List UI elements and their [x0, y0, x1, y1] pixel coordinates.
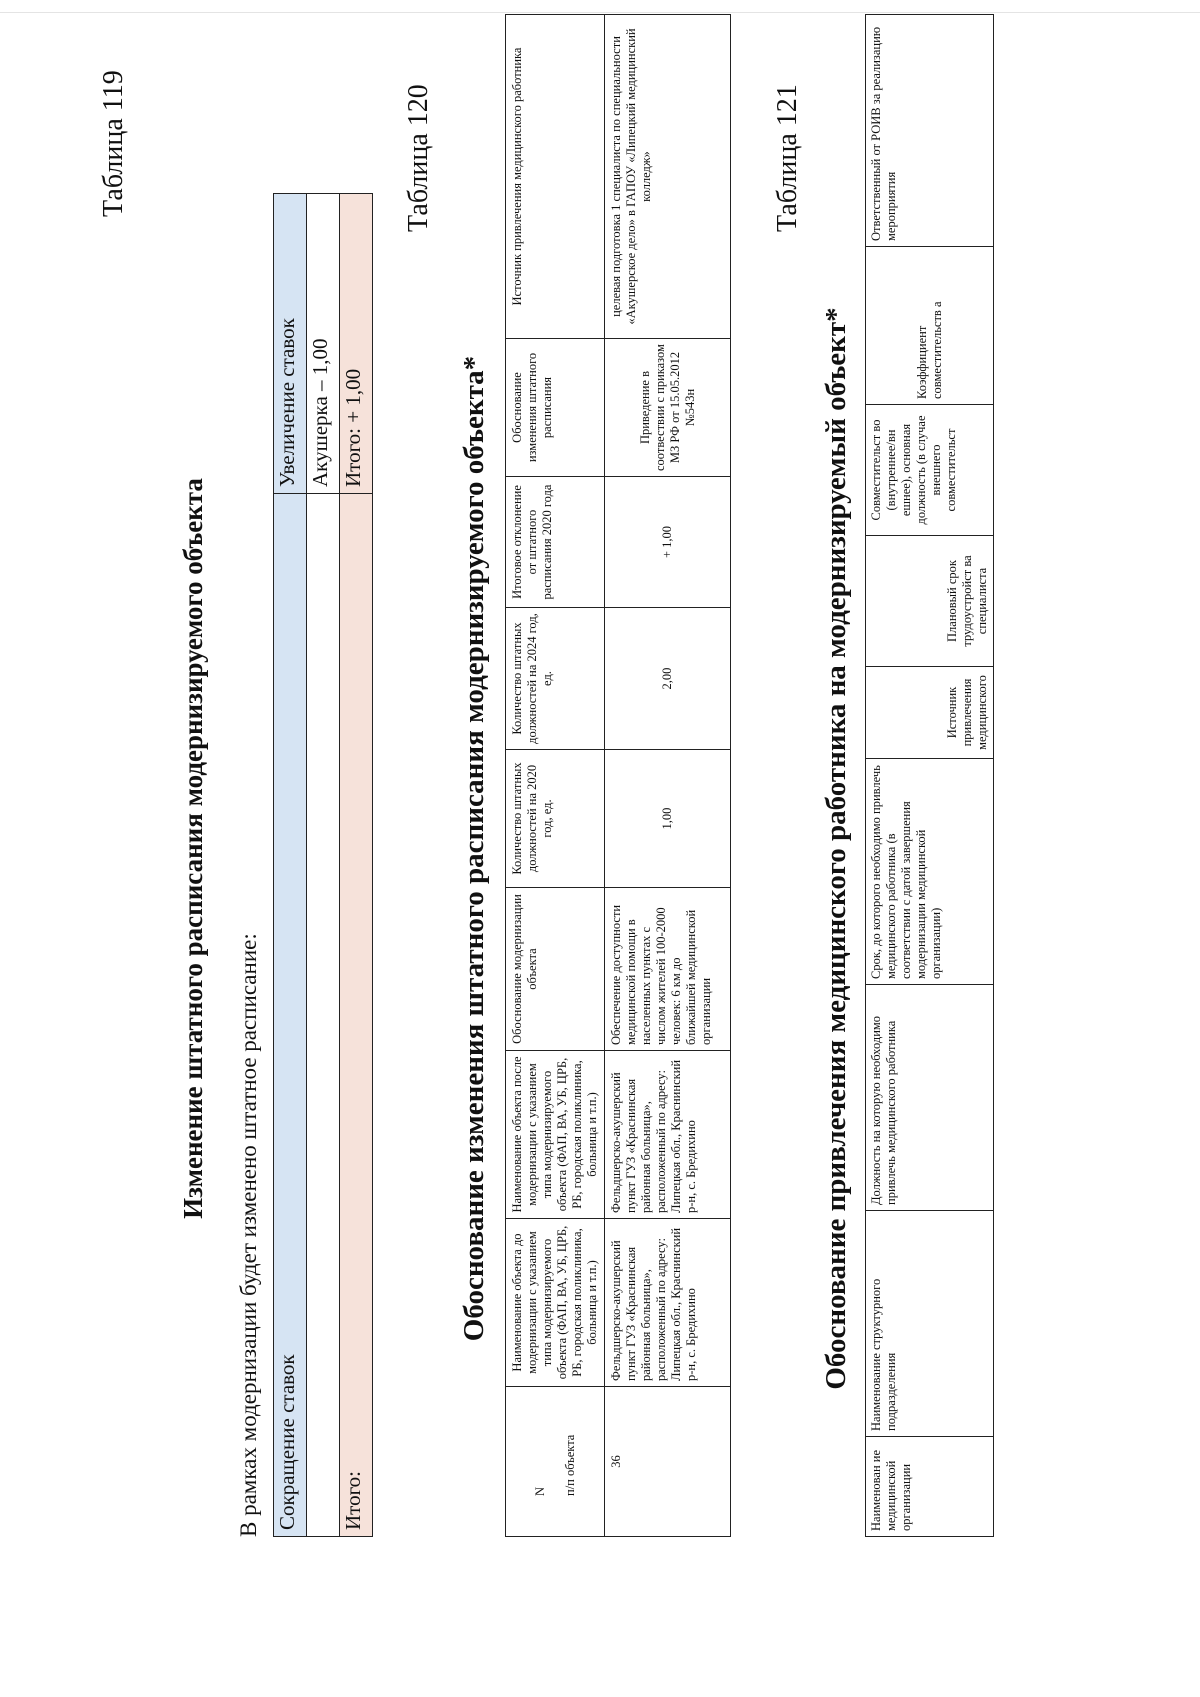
table-121-title: Обоснование привлечения медицинского работника на модернизируемый объект* [820, 307, 852, 1390]
cell-deviation: + 1,00 [605, 477, 731, 608]
staffing-justification-table [505, 14, 731, 1537]
table-119-title: Изменение штатного расписания модернизируемого объекта [178, 478, 208, 1219]
reduce-cell [307, 494, 340, 1537]
header-object-number: N п/п объекта [506, 1387, 605, 1537]
header-positions-2024: Количество штатных должностей на 2024 год, ед. [506, 608, 605, 750]
table-119-intro: В рамках модернизации будет изменено штатное расписание: [236, 933, 261, 1537]
header-attraction-source: Источник привлечения медицинского [866, 667, 994, 759]
header-object-after: Наименование объекта после модернизации с указанием типа модернизируемого объекта (ФАП, ВА, УБ, ЦРБ, РБ, городская поликлиника, больница и т.п.) [506, 1051, 605, 1219]
cell-positions-2020: 1,00 [605, 750, 731, 888]
header-organization-name: Наименован ие медицинской организации [866, 1437, 994, 1537]
header-positions-2020: Количество штатных должностей на 2020 год, ед. [506, 750, 605, 888]
reduce-total: Итого: [340, 494, 373, 1537]
cell-object-after: Фельдшерско-акушерский пункт ГУЗ «Краснинская районная больница», расположенный по адресу: Липецкая обл., Краснинский р-н, с. Бредихино [605, 1051, 731, 1219]
header-part-time: Совместительст во (внутреннее/вн ешнее), основная должность (в случае внешнего совместительст [866, 405, 994, 536]
table-120-label: Таблица 120 [403, 84, 434, 232]
cell-change-reason: Приведение в соотвествии с приказом МЗ РФ от 15.05.2012 №543н [605, 339, 731, 477]
header-responsible-roiv: Ответственный от РОИВ за реализацию мероприятия [866, 15, 994, 247]
header-deadline: Срок, до которого необходимо привлечь медицинского работника (в соответствии с датой завершения модернизации медицинской организации) [866, 759, 994, 985]
header-subdivision-name: Наименование структурного подразделения [866, 1211, 994, 1437]
header-planned-employment: Плановый срок трудоустройст ва специалиста [866, 536, 994, 667]
header-deviation: Итоговое отклонение от штатного расписания 2020 года [506, 477, 605, 608]
header-object-before: Наименование объекта до модернизации с указанием типа модернизируемого объекта (ФАП, ВА, УБ, ЦРБ, РБ, городская поликлиника, больница и т.п.) [506, 1219, 605, 1387]
reduce-header: Сокращение ставок [274, 494, 307, 1537]
header-modernization-reason: Обоснование модернизации объекта [506, 888, 605, 1051]
cell-worker-source: целевая подготовка 1 специалиста по специальности «Акушерское дело» в ГАПОУ «Липецкий медицинский колледж» [605, 15, 731, 339]
increase-header: Увеличение ставок [274, 194, 307, 494]
header-part-time-coefficient: Коэффициент совместительств а [866, 247, 994, 405]
header-change-reason: Обоснование изменения штатного расписания [506, 339, 605, 477]
worker-attraction-table [865, 14, 994, 1537]
cell-object-before: Фельдшерско-акушерский пункт ГУЗ «Краснинская районная больница», расположенный по адресу: Липецкая обл., Краснинский р-н, с. Бредихино [605, 1219, 731, 1387]
cell-object-number: 36 [605, 1387, 731, 1537]
increase-item: Акушерка – 1,00 [307, 194, 340, 494]
table-120-title: Обоснование изменения штатного расписания модернизируемого объекта* [458, 355, 490, 1342]
table-119-label: Таблица 119 [98, 70, 129, 217]
header-worker-source: Источник привлечения медицинского работника [506, 15, 605, 339]
header-position-to-fill: Должность на которую необходимо привлечь медицинского работника [866, 985, 994, 1211]
cell-modernization-reason: Обеспечение доступности медицинской помощи в населенных пунктах с числом жителей 100-2000 человек: 6 км до ближайшей медицинской организации [605, 888, 731, 1051]
staffing-change-table [273, 193, 373, 1537]
increase-total: Итого: + 1,00 [340, 194, 373, 494]
table-121-label: Таблица 121 [772, 84, 803, 232]
cell-positions-2024: 2,00 [605, 608, 731, 750]
